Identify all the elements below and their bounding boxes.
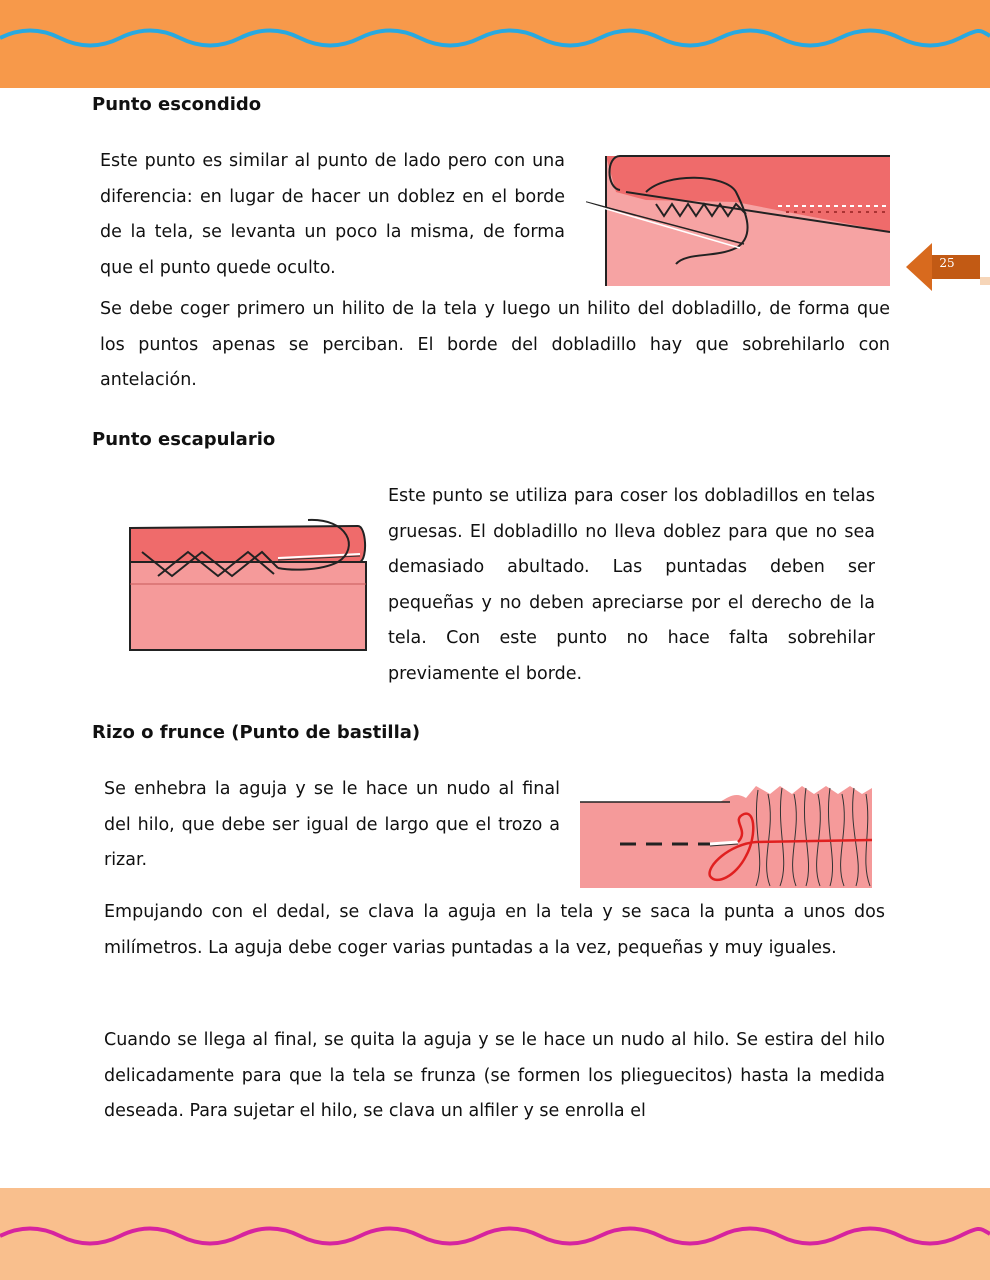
paragraph-rizo-finish: Cuando se llega al final, se quita la aguja y se le hace un nudo al hilo. Se estira del hilo delicadamente para que la tela se frunza (se formen los plieguecitos) hasta la medida deseada. Para sujetar el hilo, se clava un alfiler y se enrolla el — [104, 1030, 885, 1121]
page-number: 25 — [939, 256, 955, 270]
heading-rizo-o-frunce: Rizo o frunce (Punto de bastilla) — [92, 722, 421, 743]
paragraph-escapulario: Este punto se utiliza para coser los dobladillos en telas gruesas. El dobladillo no lleva doblez para que no sea demasiado abultado. Las puntadas deben ser pequeñas y no deben apreciarse por el derecho de la tela. Con este punto no hace falta sobrehilar previamente el borde. — [388, 486, 875, 684]
paragraph-escondido-detail: Se debe coger primero un hilito de la tela y luego un hilito del dobladillo, de forma que los puntos apenas se perciban. El borde del dobladillo hay que sobrehilarlo con antelación. — [100, 299, 890, 390]
figure-punto-escondido — [586, 152, 890, 286]
paragraph-rizo-steps: Empujando con el dedal, se clava la aguja en la tela y se saca la punta a unos dos milímetros. La aguja debe coger varias puntadas a la vez, pequeñas y muy iguales. — [104, 902, 885, 958]
header-wave-decoration — [0, 14, 990, 54]
figure-rizo-o-frunce — [580, 780, 874, 888]
footer-wave-decoration — [0, 1216, 990, 1256]
paragraph-escondido-intro: Este punto es similar al punto de lado pero con una diferencia: en lugar de hacer un doblez en el borde de la tela, se levanta un poco la misma, de forma que el punto quede oculto. — [100, 151, 565, 278]
heading-punto-escapulario: Punto escapulario — [92, 429, 276, 450]
paragraph-rizo-intro: Se enhebra la aguja y se le hace un nudo al final del hilo, que debe ser igual de largo que el trozo a rizar. — [104, 779, 560, 870]
heading-punto-escondido: Punto escondido — [92, 94, 262, 115]
figure-punto-escapulario — [128, 518, 370, 652]
